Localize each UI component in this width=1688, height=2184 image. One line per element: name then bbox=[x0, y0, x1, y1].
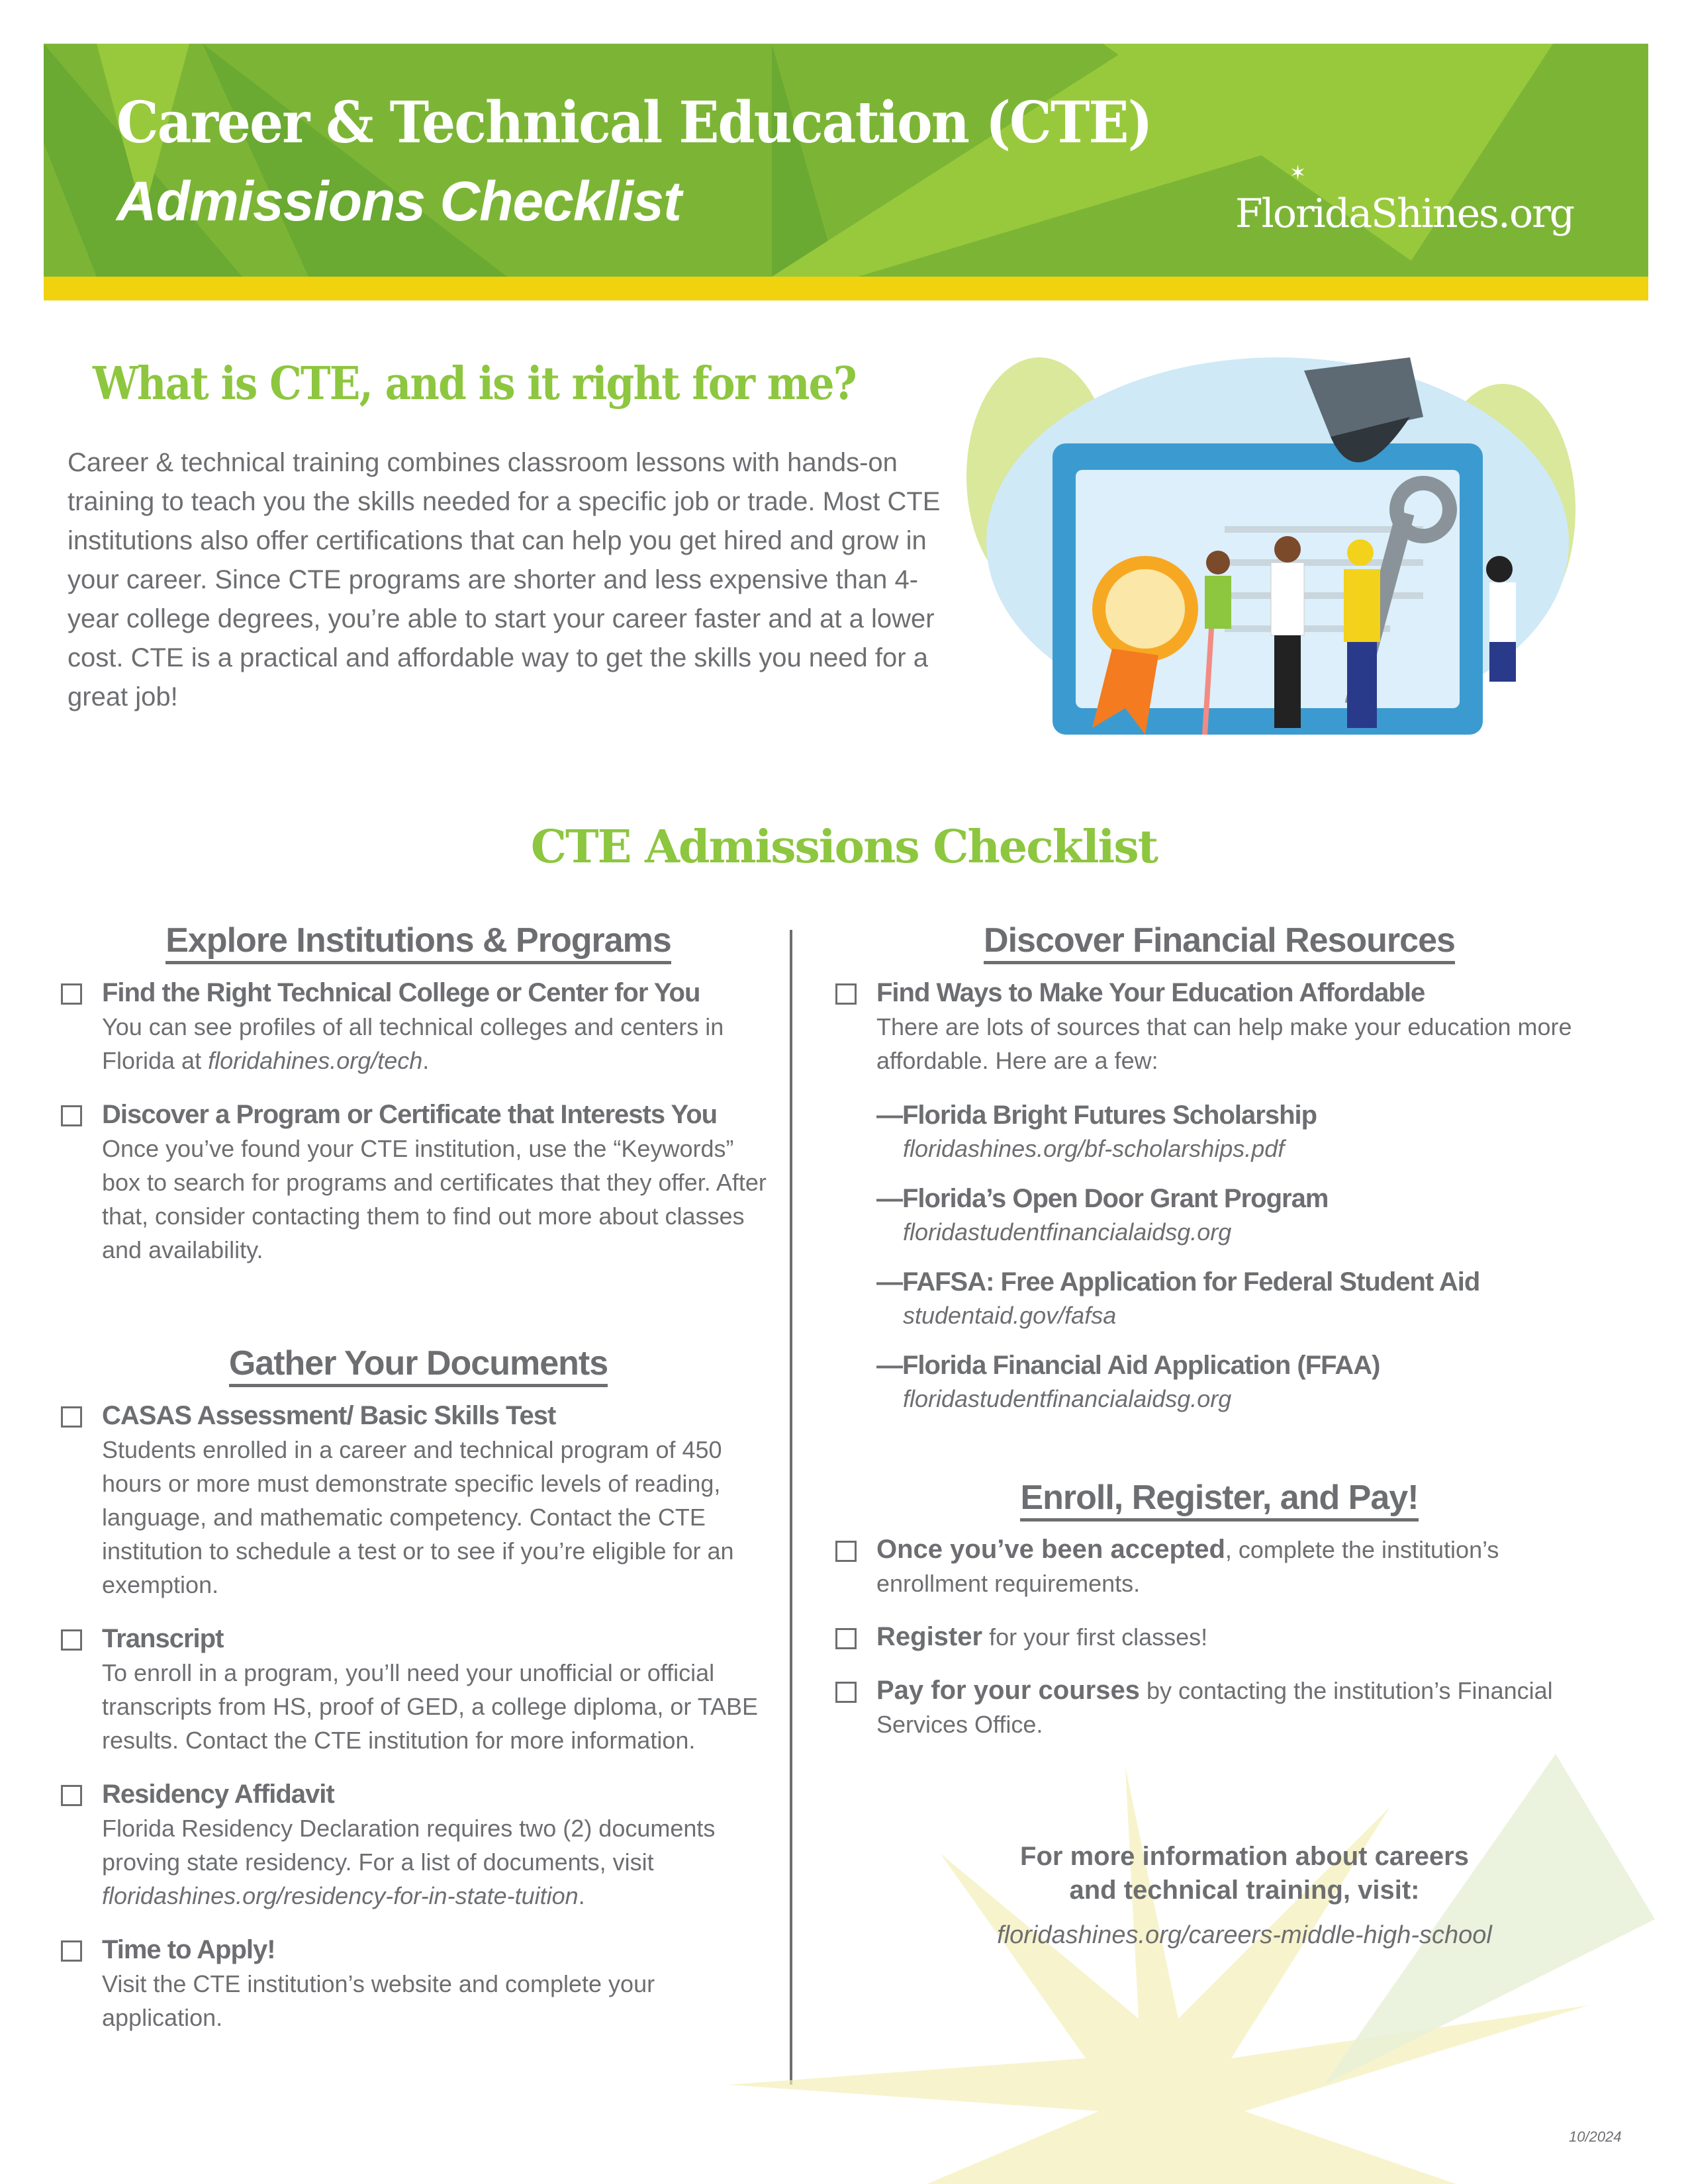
resource-link[interactable]: floridastudentfinancialaidsg.org bbox=[903, 1385, 1232, 1412]
title: Career & Technical Education (CTE) bbox=[117, 89, 1152, 156]
checklist-item: Once you’ve been accepted, complete the institution’s enrollment requirements. bbox=[835, 1533, 1603, 1600]
item-desc: Florida Residency Declaration requires two (2) documents proving state residency. For a list of documents, visit floridashines.org/residency-for-in-state-tuition. bbox=[102, 1815, 716, 1909]
cte-illustration bbox=[960, 344, 1589, 768]
subtitle: Admissions Checklist bbox=[117, 170, 681, 232]
checkbox[interactable] bbox=[835, 1541, 857, 1562]
checklist-item: Pay for your courses by contacting the institution’s Financial Services Office. bbox=[835, 1674, 1603, 1741]
item-desc: Once you’ve found your CTE institution, use the “Keywords” box to search for programs and certificates that they offer. After that, consider contacting them to find out more about classes and availability. bbox=[102, 1135, 767, 1263]
checklist-item bbox=[835, 976, 1603, 1077]
checkbox[interactable] bbox=[61, 1406, 82, 1428]
checkbox[interactable] bbox=[61, 1629, 82, 1651]
checklist-item bbox=[61, 1933, 776, 2034]
item-title: Residency Affidavit bbox=[102, 1780, 334, 1809]
item-desc: There are lots of sources that can help make your education more affordable. Here are a few: bbox=[876, 1013, 1572, 1074]
enroll-heading: Enroll, Register, and Pay! bbox=[835, 1477, 1603, 1518]
checkbox[interactable] bbox=[61, 1105, 82, 1126]
documents-heading: Gather Your Documents bbox=[61, 1343, 776, 1384]
item-title: Find the Right Technical College or Center for You bbox=[102, 978, 700, 1007]
checklist-item bbox=[61, 1398, 776, 1602]
checkbox[interactable] bbox=[61, 1785, 82, 1806]
header-banner bbox=[44, 44, 1648, 277]
checklist-item bbox=[61, 1621, 776, 1757]
left-column bbox=[61, 920, 776, 2054]
residency-link[interactable]: floridashines.org/residency-for-in-state-tuition bbox=[102, 1882, 579, 1909]
item-title: Discover a Program or Certificate that Interests You bbox=[102, 1100, 718, 1129]
right-column bbox=[835, 920, 1603, 1761]
checkbox[interactable] bbox=[835, 1682, 857, 1703]
item-desc: Students enrolled in a career and technical program of 450 hours or more must demonstrate specific levels of reading, language, and mathematic competency. Contact the CTE institution to schedule a test or to see if you’re eligible for an exemption. bbox=[102, 1436, 734, 1598]
checklist-title: CTE Admissions Checklist bbox=[530, 821, 1158, 874]
careers-link[interactable]: floridashines.org/careers-middle-high-school bbox=[997, 1921, 1492, 1949]
intro-text: Career & technical training combines classroom lessons with hands-on training to teach you the skills needed for a specific job or trade. Most CTE institutions also offer certifications that can help you get hired and grow in your career. Since CTE programs are shorter and less expensive than 4-year college degrees, you’re able to start your career faster and at a lower cost. CTE is a practical and affordable way to get the skills you need for a great job! bbox=[68, 448, 941, 711]
explore-heading: Explore Institutions & Programs bbox=[61, 920, 776, 961]
item-title: CASAS Assessment/ Basic Skills Test bbox=[102, 1401, 556, 1430]
checklist-item bbox=[61, 1777, 776, 1913]
star-icon: ✶ bbox=[1289, 162, 1307, 184]
yellow-stripe bbox=[44, 277, 1648, 300]
checkbox[interactable] bbox=[61, 1940, 82, 1962]
financial-heading: Discover Financial Resources bbox=[835, 920, 1603, 961]
resource-link[interactable]: floridashines.org/bf-scholarships.pdf bbox=[903, 1135, 1285, 1162]
checklist-item: Register for your first classes! bbox=[835, 1620, 1603, 1654]
item-desc: You can see profiles of all technical colleges and centers in Florida at floridahines.org/tech. bbox=[102, 1013, 724, 1074]
item-title: Transcript bbox=[102, 1624, 224, 1653]
checklist-item bbox=[61, 976, 776, 1077]
resource-item: —Florida’s Open Door Grant Program floridastudentfinancialaidsg.org bbox=[876, 1181, 1603, 1248]
checkbox[interactable] bbox=[835, 983, 857, 1005]
intro-heading: What is CTE, and is it right for me? bbox=[93, 357, 856, 410]
revision-date: 10/2024 bbox=[1569, 2128, 1622, 2145]
checklist-item bbox=[61, 1097, 776, 1267]
item-desc: To enroll in a program, you’ll need your unofficial or official transcripts from HS, proof of GED, a college diploma, or TABE results. Contact the CTE institution for more information. bbox=[102, 1659, 759, 1754]
item-title: Find Ways to Make Your Education Affordable bbox=[876, 978, 1425, 1007]
resource-item: —FAFSA: Free Application for Federal Student Aid studentaid.gov/fafsa bbox=[876, 1264, 1603, 1332]
checkbox[interactable] bbox=[61, 983, 82, 1005]
more-info: For more information about careers and technical training, visit: floridashines.org/careers-middle-high-school bbox=[861, 1840, 1628, 1951]
checkbox[interactable] bbox=[835, 1628, 857, 1649]
tech-link[interactable]: floridahines.org/tech bbox=[208, 1047, 423, 1074]
banner-background bbox=[44, 44, 1648, 277]
floridashines-logo: FloridaShines.org bbox=[1235, 191, 1574, 237]
resource-item: —Florida Financial Aid Application (FFAA) floridastudentfinancialaidsg.org bbox=[876, 1347, 1603, 1415]
item-desc: Visit the CTE institution’s website and complete your application. bbox=[102, 1970, 655, 2031]
item-title: Time to Apply! bbox=[102, 1935, 275, 1964]
resource-link[interactable]: floridastudentfinancialaidsg.org bbox=[903, 1218, 1232, 1246]
resource-item: —Florida Bright Futures Scholarship floridashines.org/bf-scholarships.pdf bbox=[876, 1097, 1603, 1165]
resource-link[interactable]: studentaid.gov/fafsa bbox=[903, 1302, 1117, 1329]
